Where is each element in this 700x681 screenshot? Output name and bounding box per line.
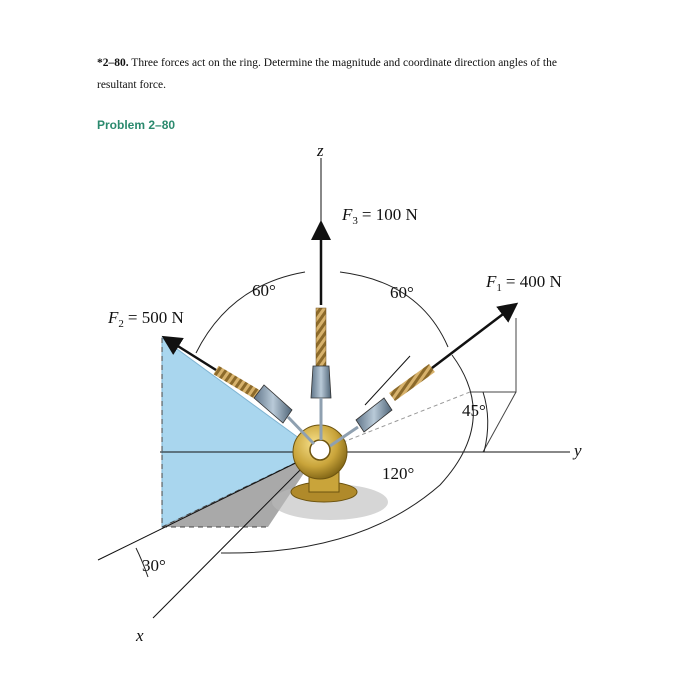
f1-label (485, 272, 562, 294)
angle-f1-z-label: 60° (390, 283, 414, 302)
problem-text: Three forces act on the ring. Determine the magnitude and coordinate direction angles of the resultant force. (97, 57, 557, 91)
f1-symbol: F (486, 272, 497, 291)
f3-value: = 100 N (361, 205, 418, 224)
y-axis-label: y (574, 441, 582, 460)
f3-label (341, 205, 418, 227)
f2-subscript: 2 (118, 318, 124, 330)
problem-number: *2–80. (97, 57, 129, 69)
f3-sleeve (311, 366, 331, 398)
angle-f1-x-label: 120° (382, 464, 415, 483)
f2-symbol: F (108, 308, 119, 327)
problem-label: Problem 2–80 (97, 118, 176, 132)
x-axis-label: x (136, 626, 144, 645)
f1-subscript: 1 (496, 282, 502, 294)
angle-f2-plane-label: 30° (142, 556, 166, 575)
angle-f1-elev-label: 45° (462, 401, 486, 420)
z-axis-label: z (317, 141, 324, 160)
f1-projection-box (470, 318, 516, 392)
f3-symbol: F (342, 205, 353, 224)
angle-f2-z-label: 60° (252, 281, 276, 300)
f1-rope (392, 368, 432, 397)
f1-extension (365, 356, 410, 405)
f3-subscript: 3 (352, 215, 358, 227)
f3-rope (316, 308, 326, 366)
arc-f2-z (196, 272, 305, 353)
f1-value: = 400 N (505, 272, 562, 291)
f2-value: = 500 N (127, 308, 184, 327)
f2-label (107, 308, 184, 330)
f1-sleeve (356, 398, 392, 432)
f1-arrow (432, 305, 515, 368)
